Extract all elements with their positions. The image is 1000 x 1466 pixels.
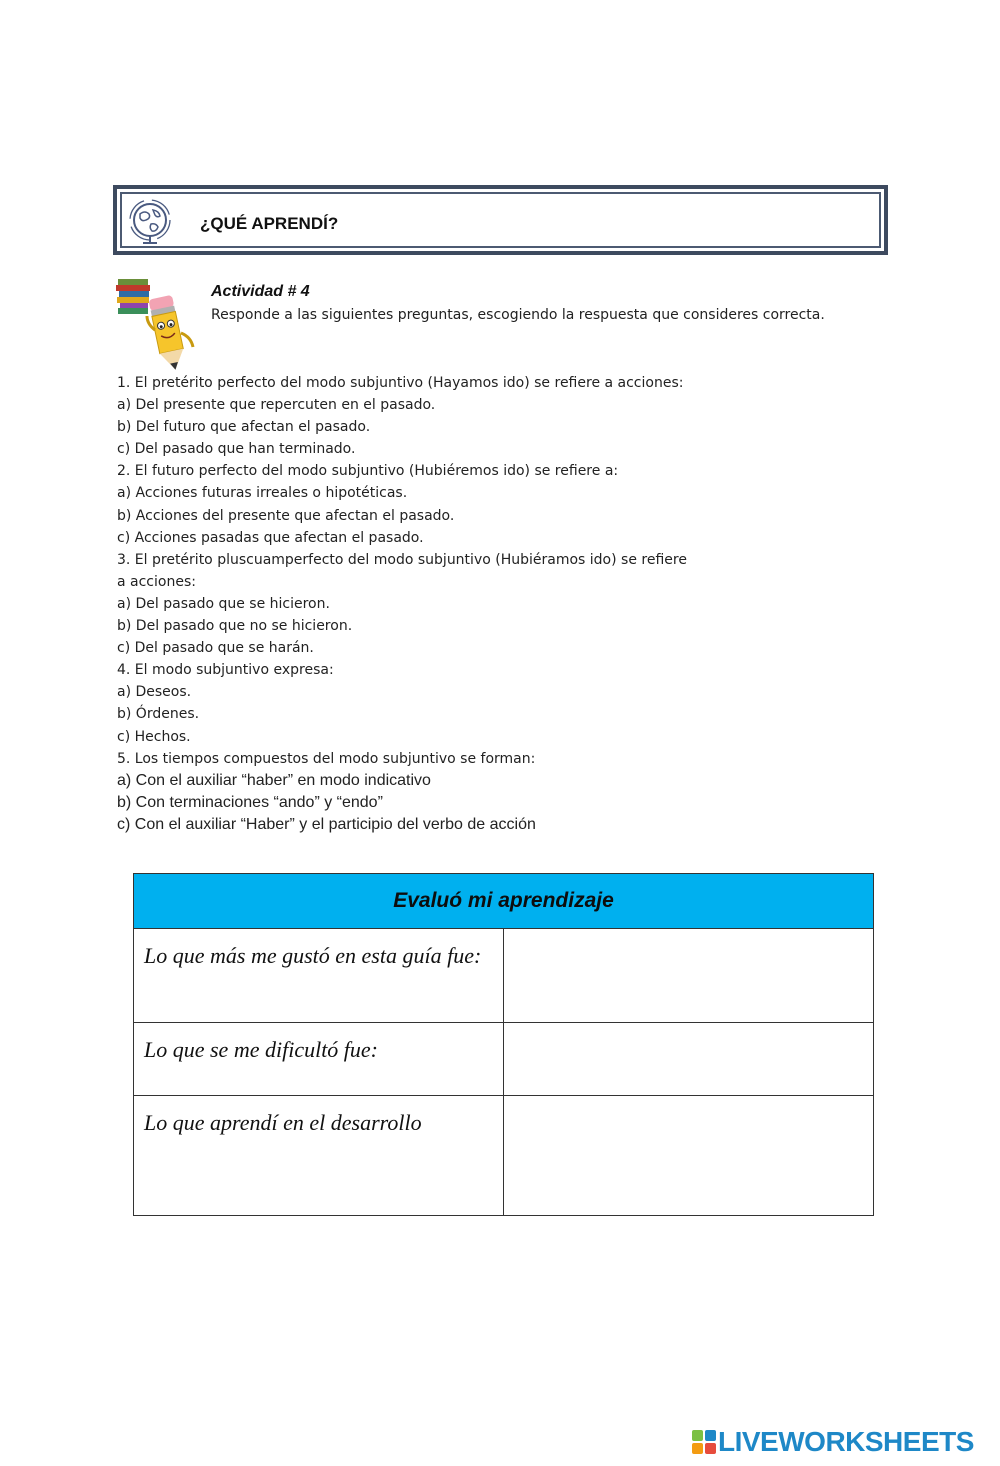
option-1a: a) Del presente que repercuten en el pasado. [117, 397, 436, 414]
answer-field-liked[interactable] [504, 929, 874, 1023]
section-header [113, 185, 888, 255]
activity-instruction: Responde a las siguientes preguntas, escogiendo la respuesta que consideres correcta. [211, 307, 825, 323]
option-3b: b) Del pasado que no se hicieron. [117, 618, 353, 635]
evaluation-row [134, 1023, 874, 1096]
quiz-questions [117, 372, 817, 836]
evaluation-label: Lo que aprendí en el desarrollo [134, 1096, 504, 1216]
activity-title: Actividad # 4 [211, 283, 310, 300]
question-3-cont: a acciones: [117, 573, 196, 590]
option-4b: b) Órdenes. [117, 706, 200, 723]
liveworksheets-logo-icon [692, 1430, 716, 1454]
brand-name: LIVEWORKSHEETS [718, 1426, 974, 1457]
pencil-with-books-illustration [115, 275, 200, 375]
option-4a: a) Deseos. [117, 684, 192, 701]
option-1b: b) Del futuro que afectan el pasado. [117, 419, 371, 436]
option-3a: a) Del pasado que se hicieron. [117, 595, 330, 612]
option-2b: b) Acciones del presente que afectan el pasado. [117, 507, 455, 524]
question-2: 2. El futuro perfecto del modo subjuntivo (Hubiéremos ido) se refiere a: [117, 463, 619, 480]
option-4c: c) Hechos. [117, 728, 191, 745]
option-5b: b) Con terminaciones “ando” y “endo” [117, 793, 383, 811]
evaluation-label: Lo que más me gustó en esta guía fue: [134, 929, 504, 1023]
answer-field-difficult[interactable] [504, 1023, 874, 1096]
question-3: 3. El pretérito pluscuamperfecto del modo subjuntivo (Hubiéramos ido) se refiere [117, 551, 687, 568]
globe-icon [126, 198, 174, 246]
question-4: 4. El modo subjuntivo expresa: [117, 662, 334, 679]
evaluation-label: Lo que se me dificultó fue: [134, 1023, 504, 1096]
answer-field-learned[interactable] [504, 1096, 874, 1216]
question-5: 5. Los tiempos compuestos del modo subjuntivo se forman: [117, 750, 536, 767]
page-title: ¿QUÉ APRENDÍ? [200, 214, 339, 233]
option-1c: c) Del pasado que han terminado. [117, 441, 356, 458]
option-3c: c) Del pasado que se harán. [117, 640, 314, 657]
evaluation-header-row [134, 874, 874, 929]
evaluation-title: Evaluó mi aprendizaje [134, 874, 874, 929]
option-2c: c) Acciones pasadas que afectan el pasado. [117, 529, 424, 546]
section-header-inner [120, 192, 881, 248]
option-2a: a) Acciones futuras irreales o hipotéticas. [117, 485, 408, 502]
evaluation-row [134, 1096, 874, 1216]
evaluation-row [134, 929, 874, 1023]
question-1: 1. El pretérito perfecto del modo subjuntivo (Hayamos ido) se refiere a acciones: [117, 375, 684, 391]
option-5c: c) Con el auxiliar “Haber” y el participio del verbo de acción [117, 815, 536, 833]
option-5a: a) Con el auxiliar “haber” en modo indicativo [117, 771, 431, 789]
evaluation-table [133, 873, 874, 1216]
liveworksheets-logo [692, 1427, 974, 1457]
